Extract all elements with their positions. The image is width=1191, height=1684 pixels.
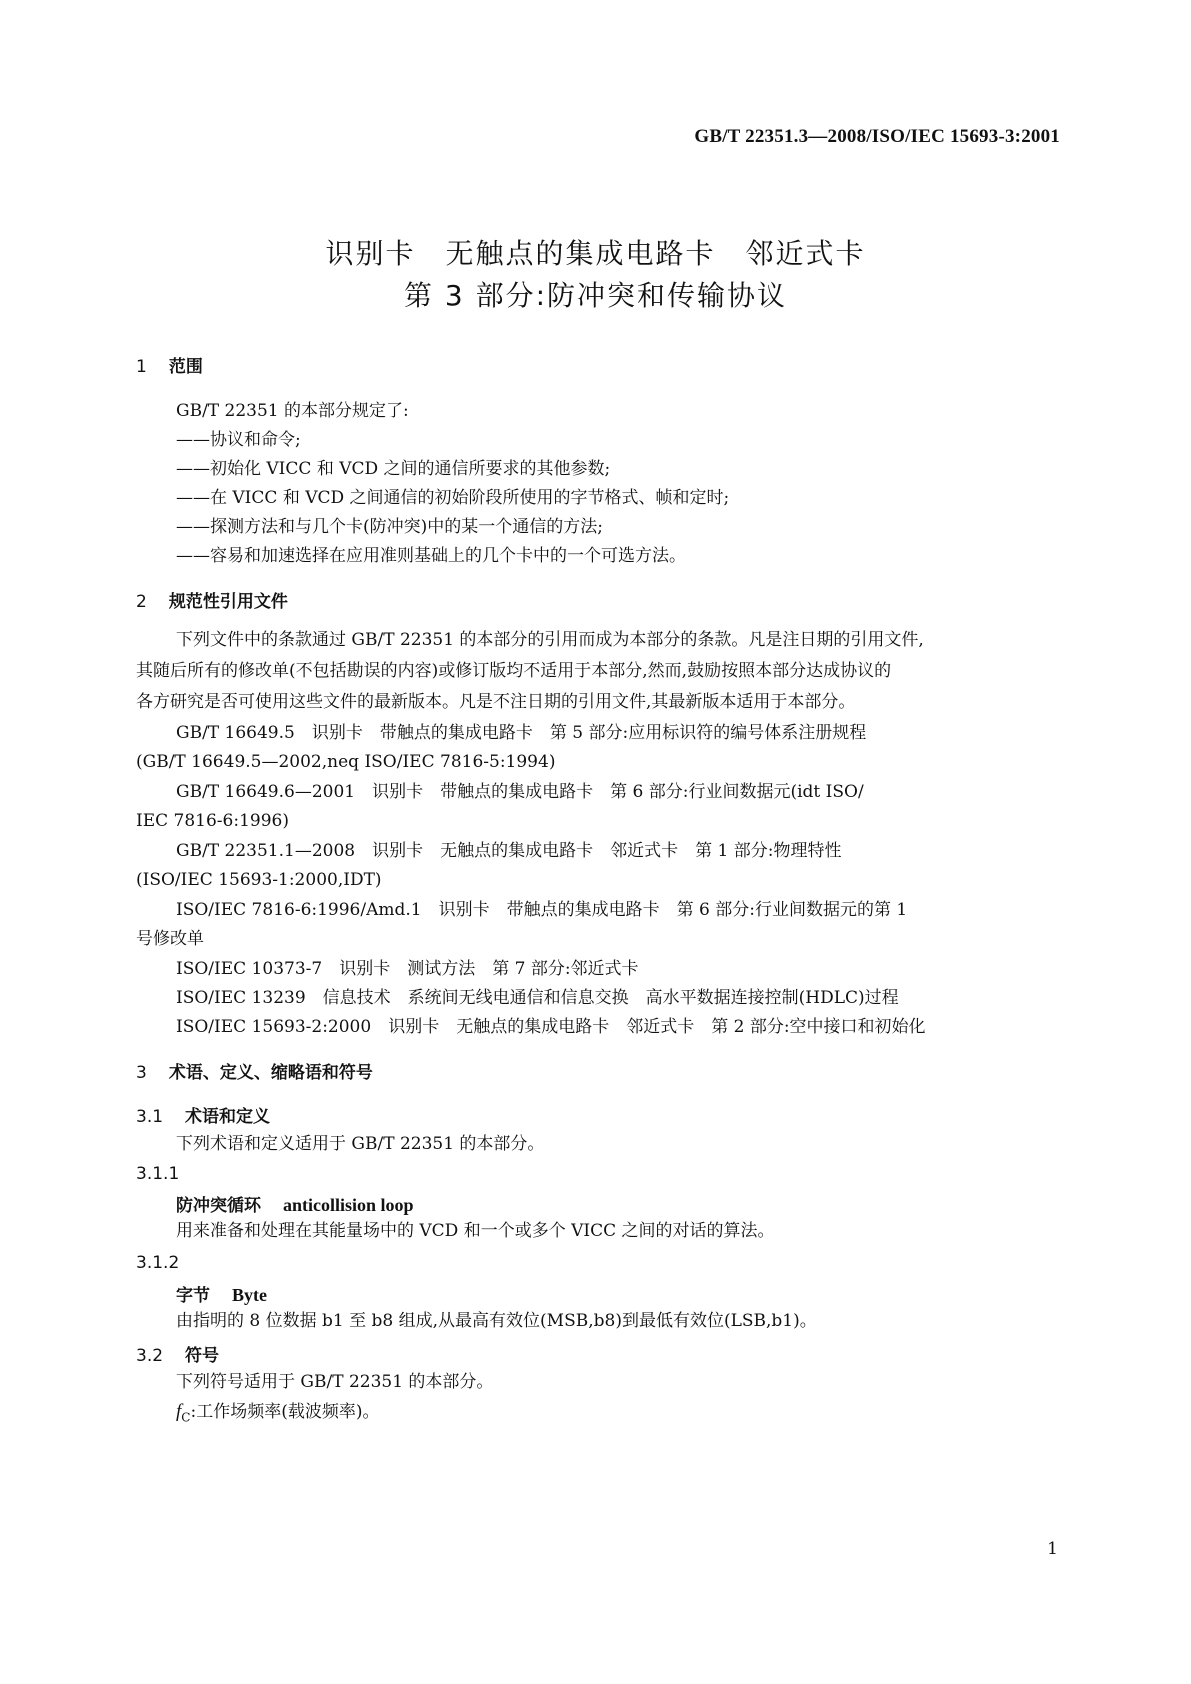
section-3-1-text: 下列术语和定义适用于 GB/T 22351 的本部分。 [176, 1134, 545, 1154]
scope-item: ——初始化 VICC 和 VCD 之间的通信所要求的其他参数; [176, 459, 611, 479]
reference-entry: GB/T 16649.5 识别卡 带触点的集成电路卡 第 5 部分:应用标识符的编号体系注册规程 [176, 723, 867, 743]
reference-entry: ISO/IEC 10373-7 识别卡 测试方法 第 7 部分:邻近式卡 [176, 959, 639, 979]
standard-number: GB/T 22351.3—2008/ISO/IEC 15693-3:2001 [694, 126, 1060, 147]
page-number: 1 [1047, 1539, 1058, 1559]
symbol-fc: $f_C$:工作场频率(载波频率)。 [176, 1401, 380, 1425]
document-title-line2: 第 3 部分:防冲突和传输协议 [403, 279, 788, 312]
scope-item: ——探测方法和与几个卡(防冲突)中的某一个通信的方法; [176, 517, 603, 537]
reference-entry: GB/T 22351.1—2008 识别卡 无触点的集成电路卡 邻近式卡 第 1 部分:物理特性 [176, 841, 842, 861]
section-1-heading: 1 范围 [136, 357, 203, 377]
term-definition: 用来准备和处理在其能量场中的 VCD 和一个或多个 VICC 之间的对话的算法。 [176, 1221, 775, 1241]
term-anticollision-loop: 防冲突循环 anticollision loop [176, 1195, 414, 1216]
reference-entry: ISO/IEC 7816-6:1996/Amd.1 识别卡 带触点的集成电路卡 第 6 部分:行业间数据元的第 1 [176, 900, 908, 920]
section-3-heading: 3 术语、定义、缩略语和符号 [136, 1063, 373, 1083]
reference-entry-cont: (GB/T 16649.5—2002,neq ISO/IEC 7816-5:1994) [136, 752, 556, 772]
term-definition: 由指明的 8 位数据 b1 至 b8 组成,从最高有效位(MSB,b8)到最低有效位(LSB,b1)。 [176, 1311, 817, 1331]
section-2-heading: 2 规范性引用文件 [136, 592, 288, 612]
scope-item: ——容易和加速选择在应用准则基础上的几个卡中的一个可选方法。 [176, 546, 686, 566]
section-1-intro: GB/T 22351 的本部分规定了: [176, 401, 409, 421]
reference-entry-cont: 号修改单 [136, 929, 204, 949]
section-3-2-heading: 3.2 符号 [136, 1346, 220, 1366]
section-3-2-text: 下列符号适用于 GB/T 22351 的本部分。 [176, 1372, 494, 1392]
reference-entry-cont: IEC 7816-6:1996) [136, 811, 289, 831]
term-byte: 字节 Byte [176, 1285, 267, 1306]
section-3-1-heading: 3.1 术语和定义 [136, 1107, 271, 1127]
document-title-line1: 识别卡 无触点的集成电路卡 邻近式卡 [325, 237, 866, 270]
scope-item: ——协议和命令; [176, 430, 301, 450]
reference-entry-cont: (ISO/IEC 15693-1:2000,IDT) [136, 870, 382, 890]
section-2-paragraph-line: 下列文件中的条款通过 GB/T 22351 的本部分的引用而成为本部分的条款。凡是注日期的引用文件, [176, 630, 924, 650]
reference-entry: ISO/IEC 13239 信息技术 系统间无线电通信和信息交换 高水平数据连接控制(HDLC)过程 [176, 988, 899, 1008]
section-2-paragraph-line: 其随后所有的修改单(不包括勘误的内容)或修订版均不适用于本部分,然而,鼓励按照本部分达成协议的 [136, 661, 892, 681]
section-2-paragraph-line: 各方研究是否可使用这些文件的最新版本。凡是不注日期的引用文件,其最新版本适用于本部分。 [136, 692, 856, 712]
section-3-1-1-number: 3.1.1 [136, 1164, 180, 1184]
section-3-1-2-number: 3.1.2 [136, 1253, 180, 1273]
scope-item: ——在 VICC 和 VCD 之间通信的初始阶段所使用的字节格式、帧和定时; [176, 488, 730, 508]
reference-entry: GB/T 16649.6—2001 识别卡 带触点的集成电路卡 第 6 部分:行业间数据元(idt ISO/ [176, 782, 864, 802]
reference-entry: ISO/IEC 15693-2:2000 识别卡 无触点的集成电路卡 邻近式卡 第 2 部分:空中接口和初始化 [176, 1017, 926, 1037]
